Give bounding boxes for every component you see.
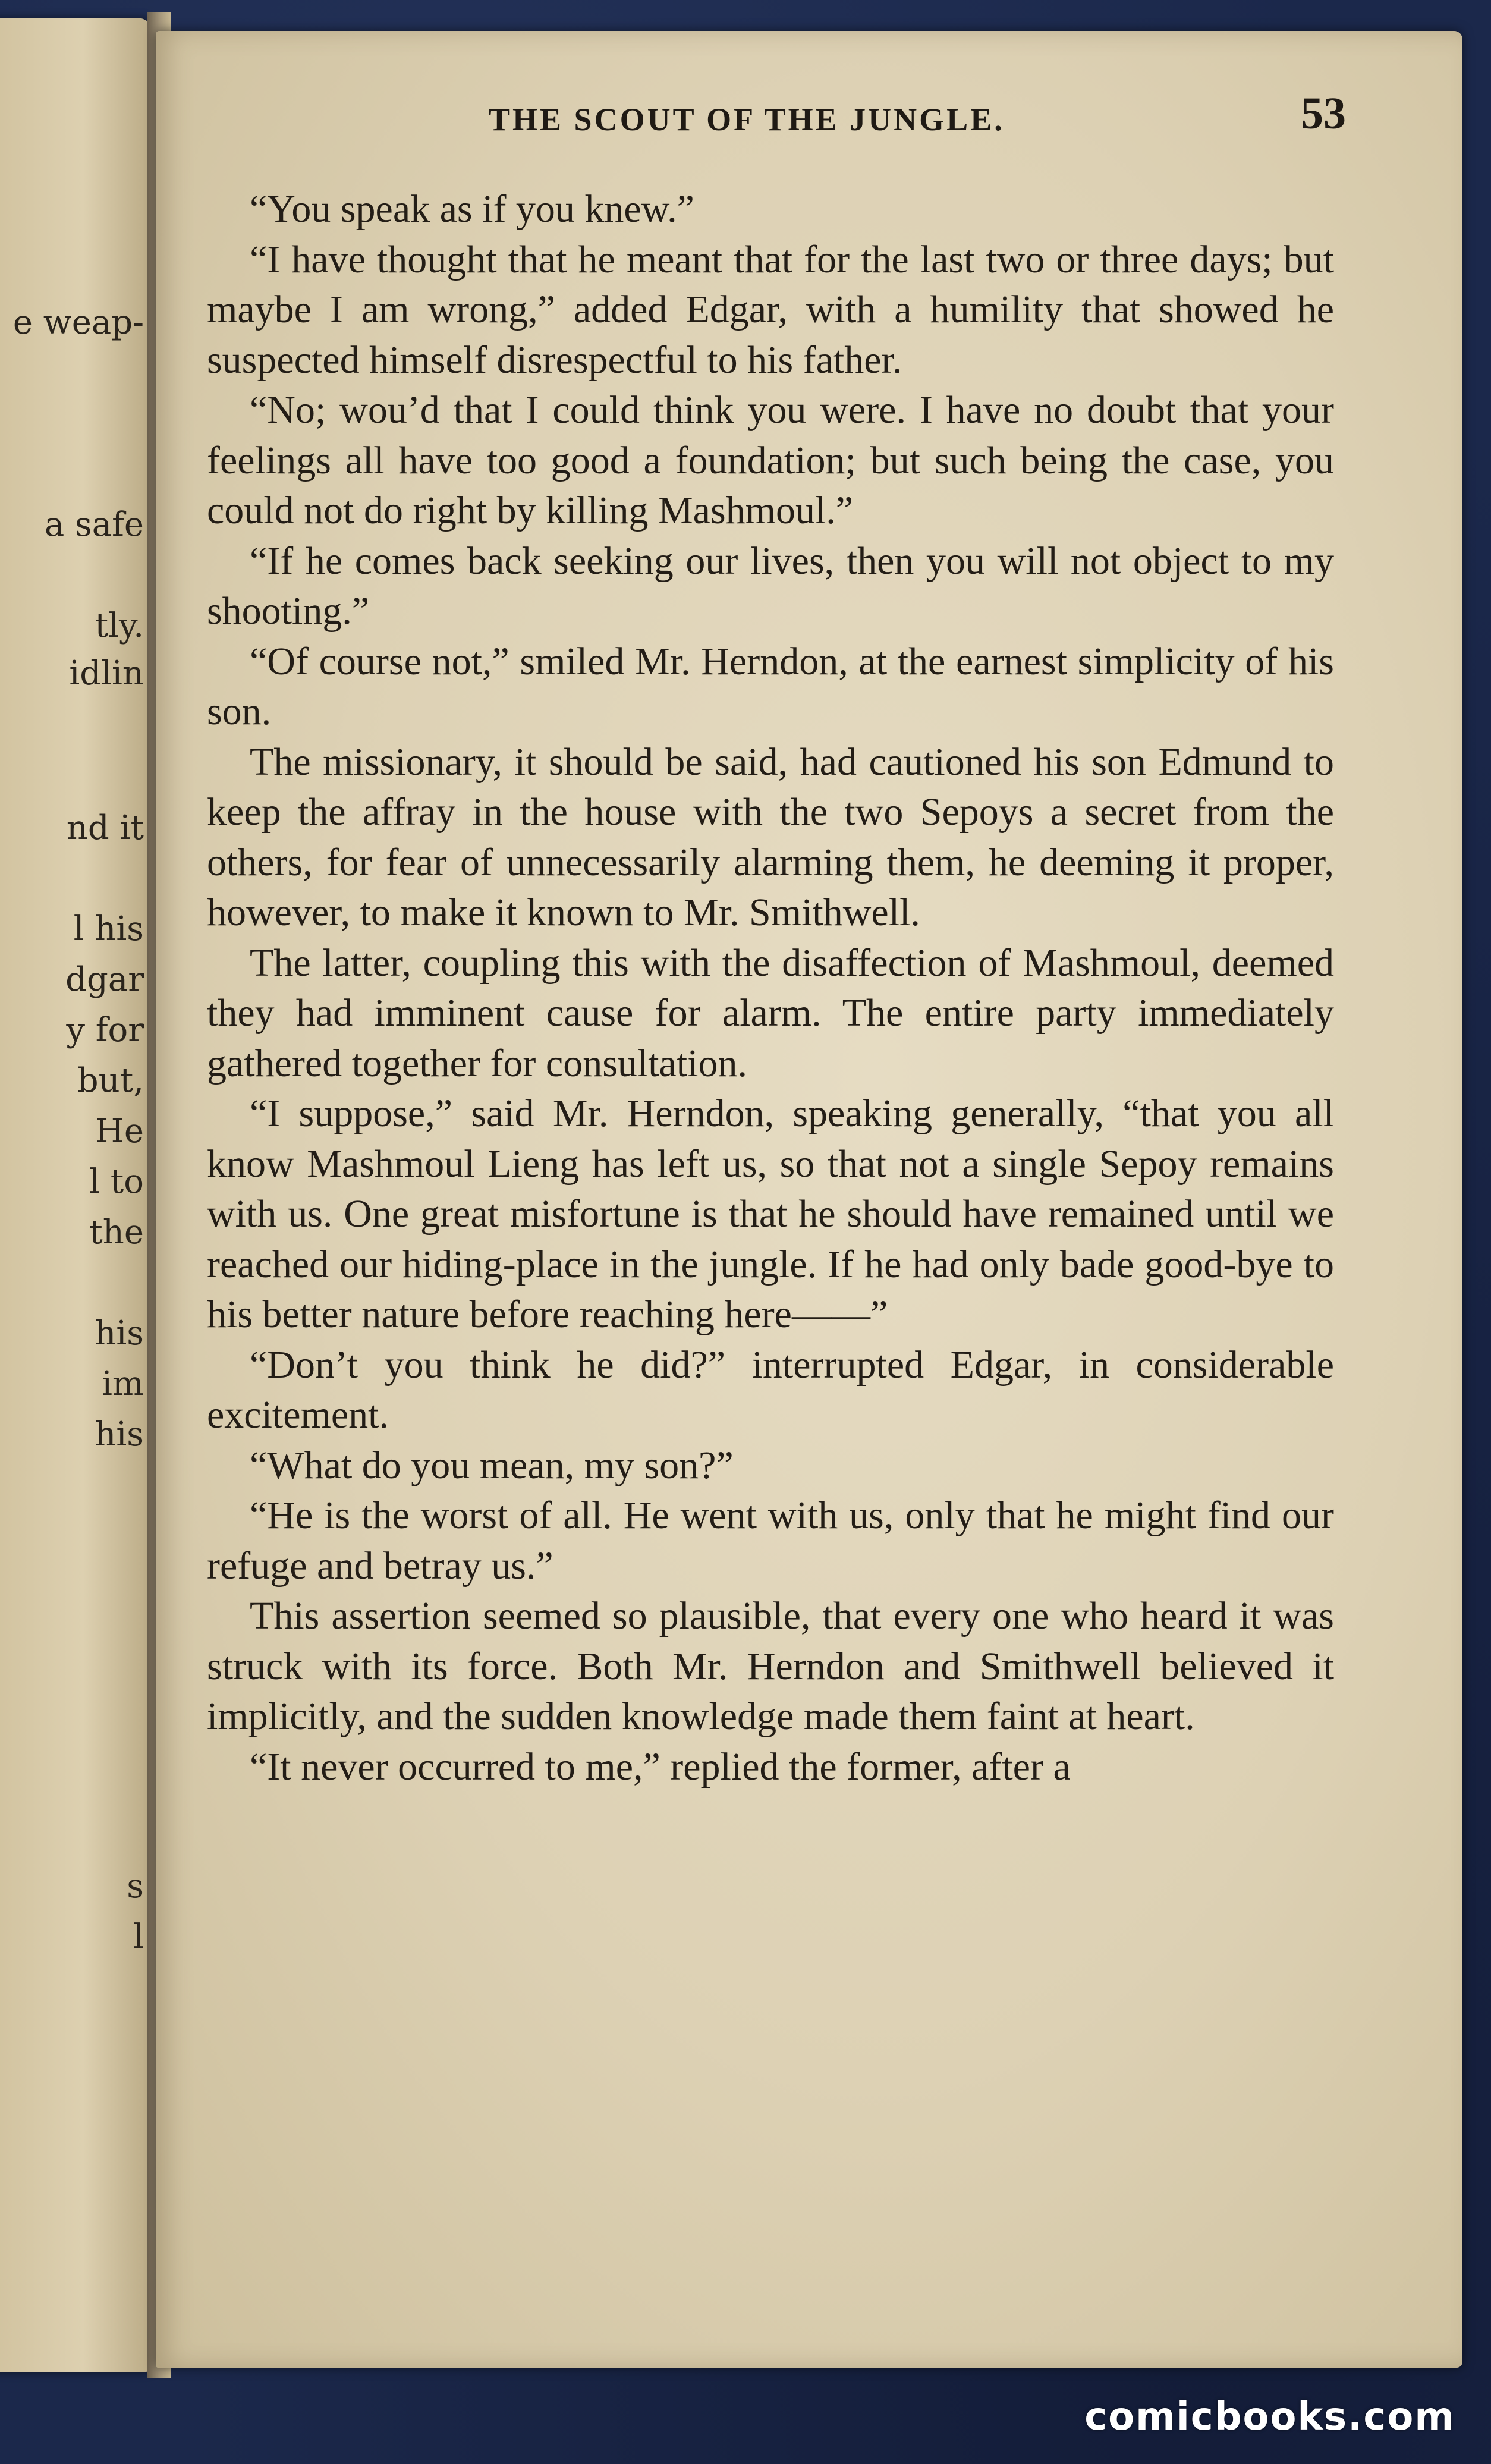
left-page-fragment: l his [73,910,144,948]
left-page-fragment: y for [66,1011,144,1049]
left-page-fragment: s [127,1867,144,1906]
page-number: 53 [1301,89,1346,139]
left-page-fragment: his [95,1314,144,1353]
left-page-edge [0,18,155,2372]
running-title: THE SCOUT OF THE JUNGLE. [489,102,1005,137]
paragraph: “No; wou’d that I could think you were. I have no doubt that your feelings all have too good a foundation; but such being the case, you could not do right by killing Mashmoul.” [207,388,1334,532]
left-page-fragment: the [89,1213,144,1252]
left-page-fragment: He [95,1112,144,1151]
paragraph: The latter, coupling this with the disaffection of Mashmoul, deemed they had imminent cause for alarm. The entire party immediately gathered together for consultation. [207,941,1334,1085]
paragraph: “If he comes back seeking our lives, then you will not object to my shooting.” [207,539,1334,633]
left-page-fragment: l [133,1918,144,1956]
paragraph: “I suppose,” said Mr. Herndon, speaking generally, “that you all know Mashmoul Lieng has left us, so that not a single Sepoy remains with us. One great misfortune is that he should have remained until we reached our hiding-place in the jungle. If he had only bade good-bye to his better nature before reaching here——” [207,1092,1334,1336]
left-page-fragment: idlin [69,654,144,693]
watermark: comicbooks.com [1084,2395,1455,2439]
page-header [156,89,1462,161]
left-page-fragment: but, [77,1061,144,1100]
left-page-fragment: tly. [95,606,144,645]
paragraph: “Of course not,” smiled Mr. Herndon, at the earnest simplicity of his son. [207,639,1334,733]
left-page-fragment: l to [89,1162,144,1201]
left-page-fragment: nd it [66,809,144,847]
paragraph: The missionary, it should be said, had cautioned his son Edmund to keep the affray in the house with the two Sepoys a secret from the others, for fear of unnecessarily alarming them, he deeming it proper, however, to make it known to Mr. Smithwell. [207,740,1334,934]
body-text [207,184,1334,1792]
paragraph: “Don’t you think he did?” interrupted Edgar, in considerable excitement. [207,1343,1334,1437]
left-page-fragment: e weap- [12,303,144,342]
paragraph: “You speak as if you knew.” [250,187,694,231]
paragraph: “What do you mean, my son?” [250,1443,734,1487]
book-page [156,31,1462,2368]
paragraph: “I have thought that he meant that for the last two or three days; but maybe I am wrong,” added Edgar, with a humility that showed he suspected himself disrespectful to his father. [207,237,1334,382]
paragraph: “It never occurred to me,” replied the former, after a [250,1745,1071,1789]
left-page-fragment: im [101,1365,144,1403]
paragraph: “He is the worst of all. He went with us, only that he might find our refuge and betray us.” [207,1494,1334,1588]
paragraph: This assertion seemed so plausible, that every one who heard it was struck with its force. Both Mr. Herndon and Smithwell believed it implicitly, and the sudden knowledge made them faint at heart. [207,1594,1334,1738]
left-page-fragment: his [95,1415,144,1454]
left-page-fragment: dgar [65,960,144,999]
left-page-fragment: a safe [44,505,144,544]
